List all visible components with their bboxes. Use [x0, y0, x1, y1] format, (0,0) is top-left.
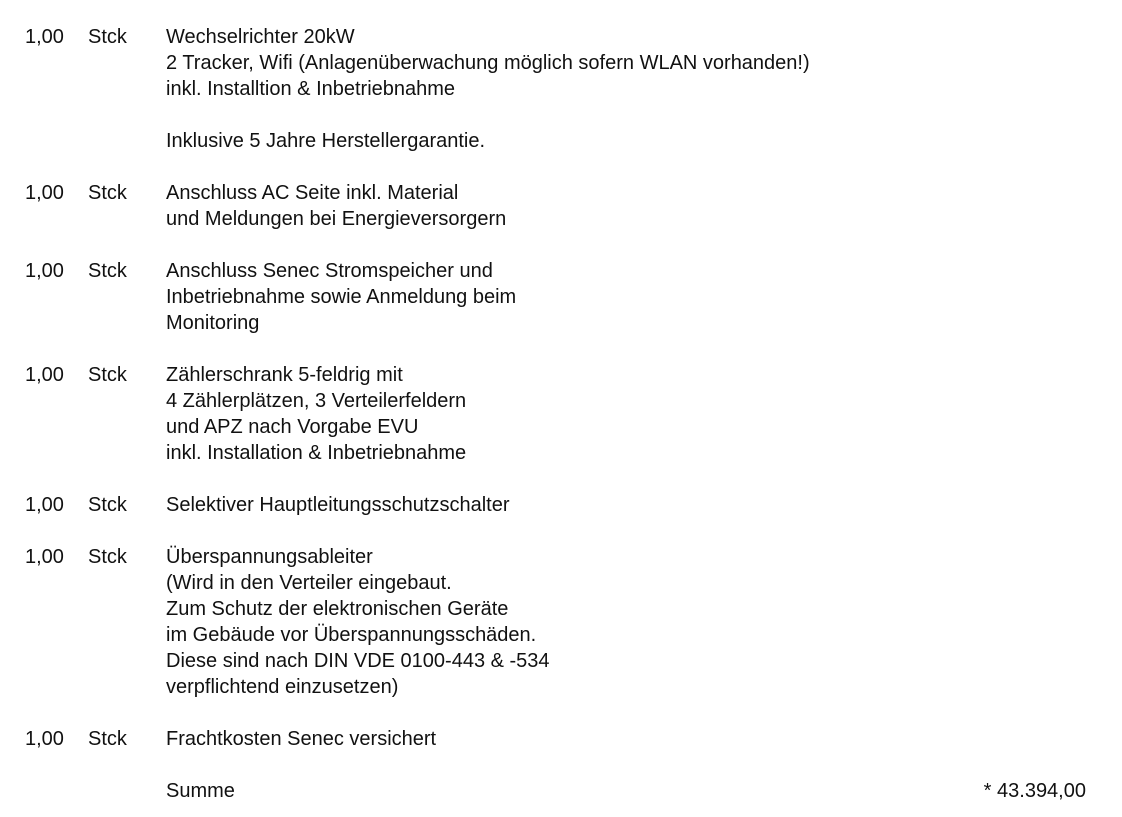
description-line: Selektiver Hauptleitungsschutzschalter: [166, 494, 510, 516]
item-unit: Stck: [88, 26, 127, 48]
description-line: 4 Zählerplätzen, 3 Verteilerfeldern: [166, 390, 467, 412]
line-item: [0, 726, 1122, 752]
description-line: 2 Tracker, Wifi (Anlagenüberwachung möglich sofern WLAN vorhanden!): [166, 52, 810, 74]
item-quantity: 1,00: [25, 182, 64, 204]
item-description: [166, 180, 1066, 232]
item-description: [166, 24, 1066, 154]
description-line: Diese sind nach DIN VDE 0100-443 & -534: [166, 650, 550, 672]
item-description: [166, 258, 1066, 336]
item-quantity: 1,00: [25, 546, 64, 568]
description-line: Anschluss AC Seite inkl. Material: [166, 182, 459, 204]
item-description: [166, 544, 1066, 700]
document-body: [0, 24, 1122, 804]
item-description: [166, 726, 1066, 752]
description-line: Wechselrichter 20kW: [166, 26, 355, 48]
sum-value: * 43.394,00: [983, 780, 1086, 802]
line-item: [0, 258, 1122, 336]
description-line: verpflichtend einzusetzen): [166, 676, 399, 698]
item-unit: Stck: [88, 182, 127, 204]
item-quantity: 1,00: [25, 26, 64, 48]
item-quantity: 1,00: [25, 364, 64, 386]
summary-row: [0, 778, 1122, 804]
warranty-note: Inklusive 5 Jahre Herstellergarantie.: [166, 130, 486, 152]
line-item: [0, 24, 1122, 154]
description-line: Zum Schutz der elektronischen Geräte: [166, 598, 509, 620]
item-unit: Stck: [88, 364, 127, 386]
item-unit: Stck: [88, 260, 127, 282]
description-line: inkl. Installtion & Inbetriebnahme: [166, 78, 456, 100]
description-line: im Gebäude vor Überspannungsschäden.: [166, 624, 537, 646]
item-unit: Stck: [88, 546, 127, 568]
item-unit: Stck: [88, 494, 127, 516]
description-line: Zählerschrank 5-feldrig mit: [166, 364, 403, 386]
description-line: Frachtkosten Senec versichert: [166, 728, 437, 750]
item-unit: Stck: [88, 728, 127, 750]
description-line: Monitoring: [166, 312, 260, 334]
item-quantity: 1,00: [25, 494, 64, 516]
line-item: [0, 362, 1122, 466]
item-description: [166, 492, 1066, 518]
sum-label: Summe: [166, 780, 235, 802]
item-quantity: 1,00: [25, 260, 64, 282]
description-line: Anschluss Senec Stromspeicher und: [166, 260, 493, 282]
description-line: und Meldungen bei Energieversorgern: [166, 208, 507, 230]
item-description: [166, 362, 1066, 466]
description-line: Überspannungsableiter: [166, 546, 373, 568]
description-line: Inbetriebnahme sowie Anmeldung beim: [166, 286, 517, 308]
line-item: [0, 180, 1122, 232]
description-line: und APZ nach Vorgabe EVU: [166, 416, 419, 438]
description-line: (Wird in den Verteiler eingebaut.: [166, 572, 452, 594]
line-item: [0, 492, 1122, 518]
item-quantity: 1,00: [25, 728, 64, 750]
description-line: inkl. Installation & Inbetriebnahme: [166, 442, 467, 464]
line-item: [0, 544, 1122, 700]
